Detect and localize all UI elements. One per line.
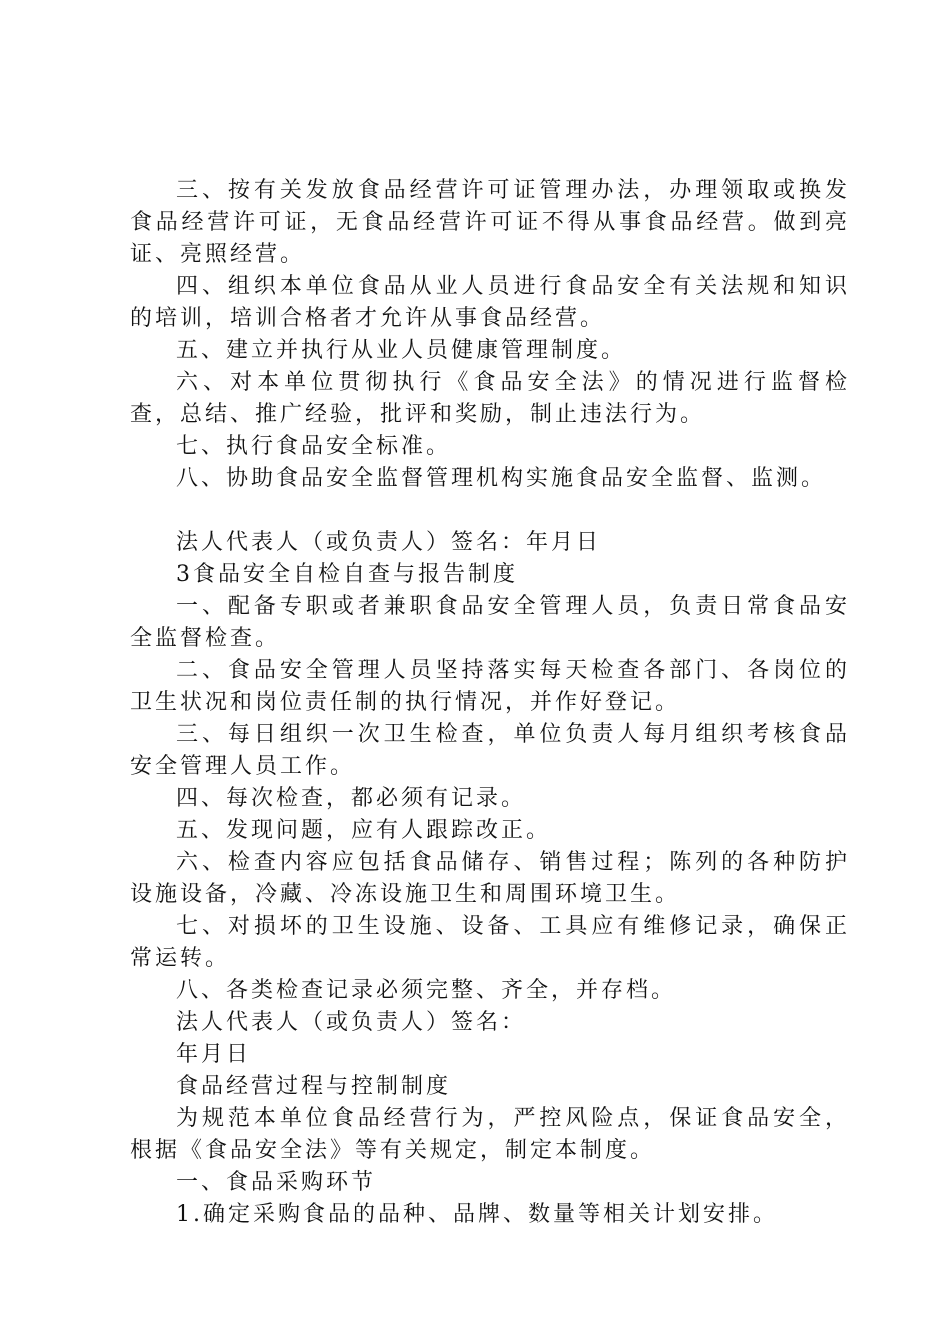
paragraph-clause-6: 六、检查内容应包括食品储存、销售过程；陈列的各种防护设施设备，冷藏、冷冻设施卫生和周围环境卫生。 [130, 850, 850, 907]
document-body [130, 175, 850, 1231]
paragraph-clause-1: 一、配备专职或者兼职食品安全管理人员，负责日常食品安全监督检查。 [130, 594, 850, 651]
paragraph-clause-5: 五、发现问题，应有人跟踪改正。 [176, 818, 552, 843]
paragraph-clause-3: 三、按有关发放食品经营许可证管理办法，办理领取或换发食品经营许可证，无食品经营许可证不得从事食品经营。做到亮证、亮照经营。 [130, 178, 850, 267]
date-line: 年月日 [176, 1042, 252, 1067]
paragraph-clause-5: 五、建立并执行从业人员健康管理制度。 [176, 338, 627, 363]
paragraph-clause-3: 三、每日组织一次卫生检查，单位负责人每月组织考核食品安全管理人员工作。 [130, 722, 850, 779]
paragraph-clause-7: 七、对损坏的卫生设施、设备、工具应有维修记录，确保正常运转。 [130, 914, 850, 971]
paragraph-clause-4: 四、每次检查，都必须有记录。 [176, 786, 527, 811]
paragraph-clause-8: 八、各类检查记录必须完整、齐全，并存档。 [176, 978, 677, 1003]
paragraph-clause-2: 二、食品安全管理人员坚持落实每天检查各部门、各岗位的卫生状况和岗位责任制的执行情况，并作好登记。 [130, 658, 850, 715]
paragraph-clause-7: 七、执行食品安全标准。 [176, 434, 452, 459]
paragraph-item-1: 1.确定采购食品的品种、品牌、数量等相关计划安排。 [176, 1202, 778, 1227]
signature-line: 法人代表人（或负责人）签名： [176, 1010, 527, 1035]
paragraph-clause-4: 四、组织本单位食品从业人员进行食品安全有关法规和知识的培训，培训合格者才允许从事食品经营。 [130, 274, 850, 331]
section-heading: 3食品安全自检自查与报告制度 [176, 562, 518, 587]
blank-line [130, 495, 850, 527]
paragraph-clause-8: 八、协助食品安全监督管理机构实施食品安全监督、监测。 [176, 466, 827, 491]
paragraph-intro: 为规范本单位食品经营行为，严控风险点，保证食品安全，根据《食品安全法》等有关规定，制定本制度。 [130, 1106, 850, 1163]
paragraph-clause-6: 六、对本单位贯彻执行《食品安全法》的情况进行监督检查，总结、推广经验，批评和奖励，制止违法行为。 [130, 370, 850, 427]
section-heading: 食品经营过程与控制制度 [176, 1074, 452, 1099]
subsection-heading: 一、食品采购环节 [176, 1170, 377, 1195]
signature-line: 法人代表人（或负责人）签名：年月日 [176, 530, 602, 555]
